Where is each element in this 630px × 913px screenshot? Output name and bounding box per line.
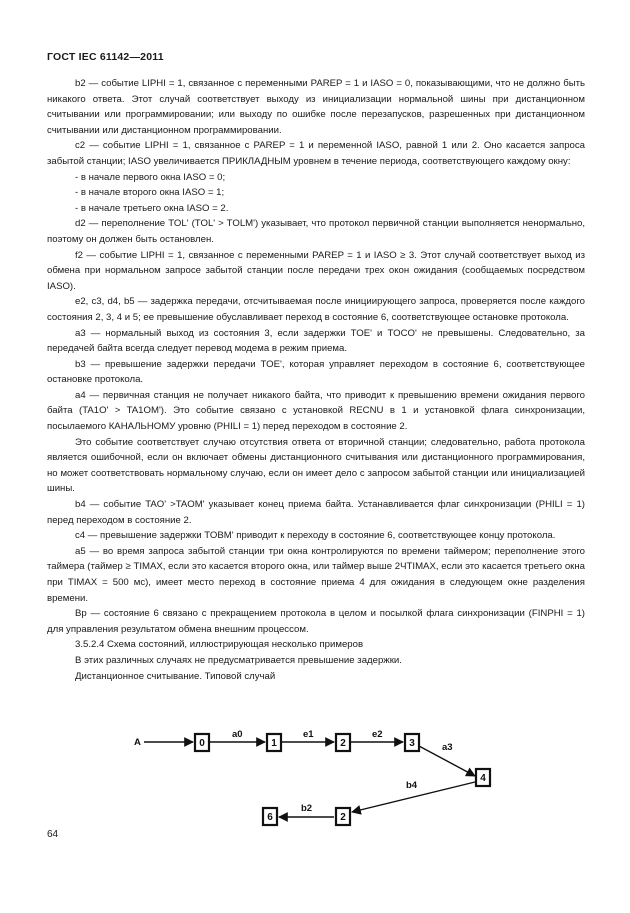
list-item: - в начале третьего окна IASO = 2.	[75, 202, 229, 214]
paragraph-e2: e2, c3, d4, b5 — задержка передачи, отсчитываемая после инициирующего запроса, проверяется после каждого состояния 2, 3, 4 и 5; ее превышение обуславливает переход в состояние 6, соответствующее остановке протокола.	[47, 296, 585, 323]
list-item: - в начале второго окна IASO = 1;	[75, 187, 225, 199]
document-body	[47, 76, 585, 684]
paragraph-intro: В этих различных случаях не предусматривается превышение задержки.	[75, 654, 402, 666]
state-label: 3	[409, 738, 415, 749]
edge-label-b4: b4	[406, 780, 418, 791]
state-label: 0	[199, 738, 205, 749]
paragraph-a4: a4 — первичная станция не получает никакого байта, что приводит к превышению времени ожидания первого байта (TA1O' > TA1OM'). Это событие связано с установкой RECNU в 1 и установкой флага синхронизации, посылаемого КАНАЛЬНОМУ уровню (PHILI = 1) перед переходом в состояние 2.	[47, 389, 585, 433]
list-item: - в начале первого окна IASO = 0;	[75, 171, 226, 183]
paragraph-b4: b4 — событие TAO' >TAOM' указывает конец приема байта. Устанавливается флаг синхронизации (PHILI = 1) перед переходом в состояние 2.	[47, 499, 585, 526]
page-number: 64	[47, 829, 59, 840]
start-label: A	[134, 737, 141, 748]
document-header: ГОСТ IEC 61142—2011	[47, 51, 164, 63]
paragraph-a5: a5 — во время запроса забытой станции три окна контролируются по времени таймером; переполнение этого таймера (таймер ≥ TIMAX, если это касается второго окна, или таймер выше 2ЧTIMAX, если это касается третьего окна при TIMAX = 500 мс), имеет место переход в состояние приема 4 для ожидания в следующем окне разделения времени.	[47, 545, 585, 604]
diagram-caption: Дистанционное считывание. Типовой случай	[75, 670, 276, 682]
state-label: 4	[480, 773, 486, 784]
paragraph-c4: c4 — превышение задержки TOBM' приводит к переходу в состояние 6, соответствующее концу протокола.	[75, 530, 556, 542]
paragraph-note: Это событие соответствует случаю отсутствия ответа от вторичной станции; следовательно, работа протокола является ошибочной, если он включает обмены дистанционного считывания или дистанционного программирования, но может соответствовать нормальному случаю, если он имеет дело с запросом забытой станции или инициализацией шины.	[47, 436, 585, 495]
edge-label-e2: e2	[372, 729, 383, 740]
paragraph-b2: b2 — событие LIPHI = 1, связанное с переменными PAREP = 1 и IASO = 0, показывающими, что не должно быть никакого ответа. Этот случай соответствует выходу из инициализации нормальной шины при дистанционном считывании или программировании; или выходу по ошибке после перезапусков, разрешенных при дистанционном считывании или дистанционном программировании.	[47, 78, 585, 136]
paragraph-a3: a3 — нормальный выход из состояния 3, если задержки TOE' и TOCO' не превышены. Следовательно, за передачей байта всегда следует перевод модема в режим приема.	[47, 327, 585, 355]
edge-label-a3: a3	[442, 742, 453, 753]
state-label: 1	[271, 738, 277, 749]
paragraph-f2: f2 — событие LIPHI = 1, связанное с переменными PAREP = 1 и IASO ≥ 3. Этот случай соответствует выход из обмена при нормальном запросе забытой станции после передачи трех окон ожидания (сообщаемых посредством IASO).	[47, 249, 585, 292]
section-heading: 3.5.2.4 Схема состояний, иллюстрирующая несколько примеров	[75, 639, 364, 651]
state-diagram	[120, 716, 500, 831]
state-label: 2	[340, 738, 346, 749]
state-label: 6	[267, 812, 273, 823]
paragraph-bp: Bp — состояние 6 связано с прекращением протокола в целом и посылкой флага синхронизации (FINPHI = 1) для управления результатом обмена внешним процессом.	[47, 608, 585, 635]
edge-label-a0: a0	[232, 729, 243, 740]
paragraph-c2: c2 — событие LIPHI = 1, связанное с PAREP = 1 и переменной IASO, равной 1 или 2. Оно касается запроса забытой станции; IASO увеличивается ПРИКЛАДНЫМ уровнем в течение периода, соответствующего каждому окну:	[47, 140, 585, 167]
state-label: 2	[340, 812, 346, 823]
paragraph-d2: d2 — переполнение TOL' (TOL' > TOLM') указывает, что протокол первичной станции выполняется ненормально, поэтому он должен быть остановлен.	[47, 218, 585, 245]
paragraph-b3: b3 — превышение задержки передачи TOE', которая управляет переходом в состояние 6, соответствующее остановке протокола.	[47, 358, 585, 386]
edge-label-e1: e1	[303, 729, 314, 740]
edge-label-b2: b2	[301, 803, 313, 814]
